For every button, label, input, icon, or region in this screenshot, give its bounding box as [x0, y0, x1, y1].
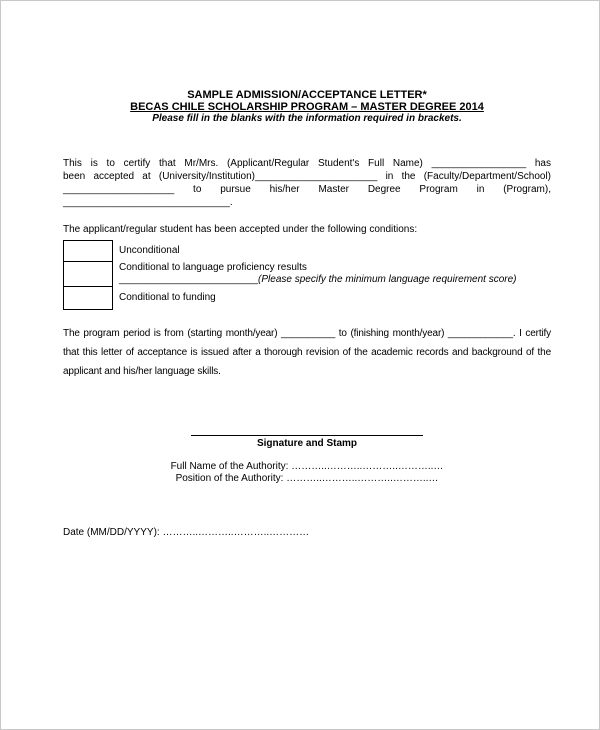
certify-line: ____________________ to pursue his/her Master Degree Program in (Program), [63, 184, 551, 195]
authority-fields [63, 461, 551, 485]
authority-position-dots: ………..………..………..………..… [286, 473, 439, 484]
period-line: that this letter of acceptance is issued after a thorough revision of the academic records and background of the [63, 347, 551, 358]
date-row [63, 526, 551, 539]
certify-line: been accepted at (University/Institution)______________________ in the (Faculty/Department/School) [63, 171, 551, 182]
checkbox-language[interactable] [63, 261, 113, 287]
signature-caption: Signature and Stamp [256, 438, 357, 449]
checkbox-unconditional[interactable] [63, 240, 113, 262]
condition-label-language [119, 262, 517, 286]
authority-name-dots: ………..………..………..………..… [291, 461, 444, 472]
sample-letter-title: SAMPLE ADMISSION/ACCEPTANCE LETTER* [187, 89, 427, 101]
conditions-intro: The applicant/regular student has been accepted under the following conditions: [63, 224, 418, 235]
condition-label-funding: Conditional to funding [119, 292, 216, 303]
period-line: applicant and his/her language skills. [63, 366, 221, 377]
authority-position-label: Position of the Authority: [175, 473, 284, 484]
authority-name-row [63, 461, 551, 473]
signature-line [191, 435, 423, 436]
authority-name-label: Full Name of the Authority: [170, 461, 289, 472]
program-title: BECAS CHILE SCHOLARSHIP PROGRAM – MASTER DEGREE 2014 [130, 101, 484, 113]
condition-row-language [63, 261, 551, 287]
signature-block [63, 435, 551, 485]
language-score-blank: _________________________ [119, 274, 259, 285]
certify-line: This is to certify that Mr/Mrs. (Applicant/Regular Student's Full Name) _________________ has [63, 158, 551, 169]
certify-paragraph [63, 157, 551, 209]
conditions-table [63, 240, 551, 310]
condition-row-funding [63, 286, 551, 310]
language-score-note: (Please specify the minimum language requirement score) [258, 274, 517, 285]
fill-instructions: Please fill in the blanks with the information required in brackets. [152, 113, 462, 124]
condition-row-unconditional [63, 240, 551, 262]
condition-language-text: Conditional to language proficiency results [119, 262, 307, 273]
period-paragraph [63, 324, 551, 381]
date-dots: ………..………..………..………… [162, 527, 310, 538]
letter-header [63, 89, 551, 125]
authority-position-row [63, 473, 551, 485]
condition-language-detail [119, 274, 517, 286]
period-line: The program period is from (starting month/year) __________ to (finishing month/year) ____________. I certify [63, 328, 551, 339]
checkbox-funding[interactable] [63, 286, 113, 310]
certify-line: ______________________________. [63, 197, 233, 208]
condition-label-unconditional: Unconditional [119, 245, 180, 256]
date-label: Date (MM/DD/YYYY): [63, 527, 160, 538]
